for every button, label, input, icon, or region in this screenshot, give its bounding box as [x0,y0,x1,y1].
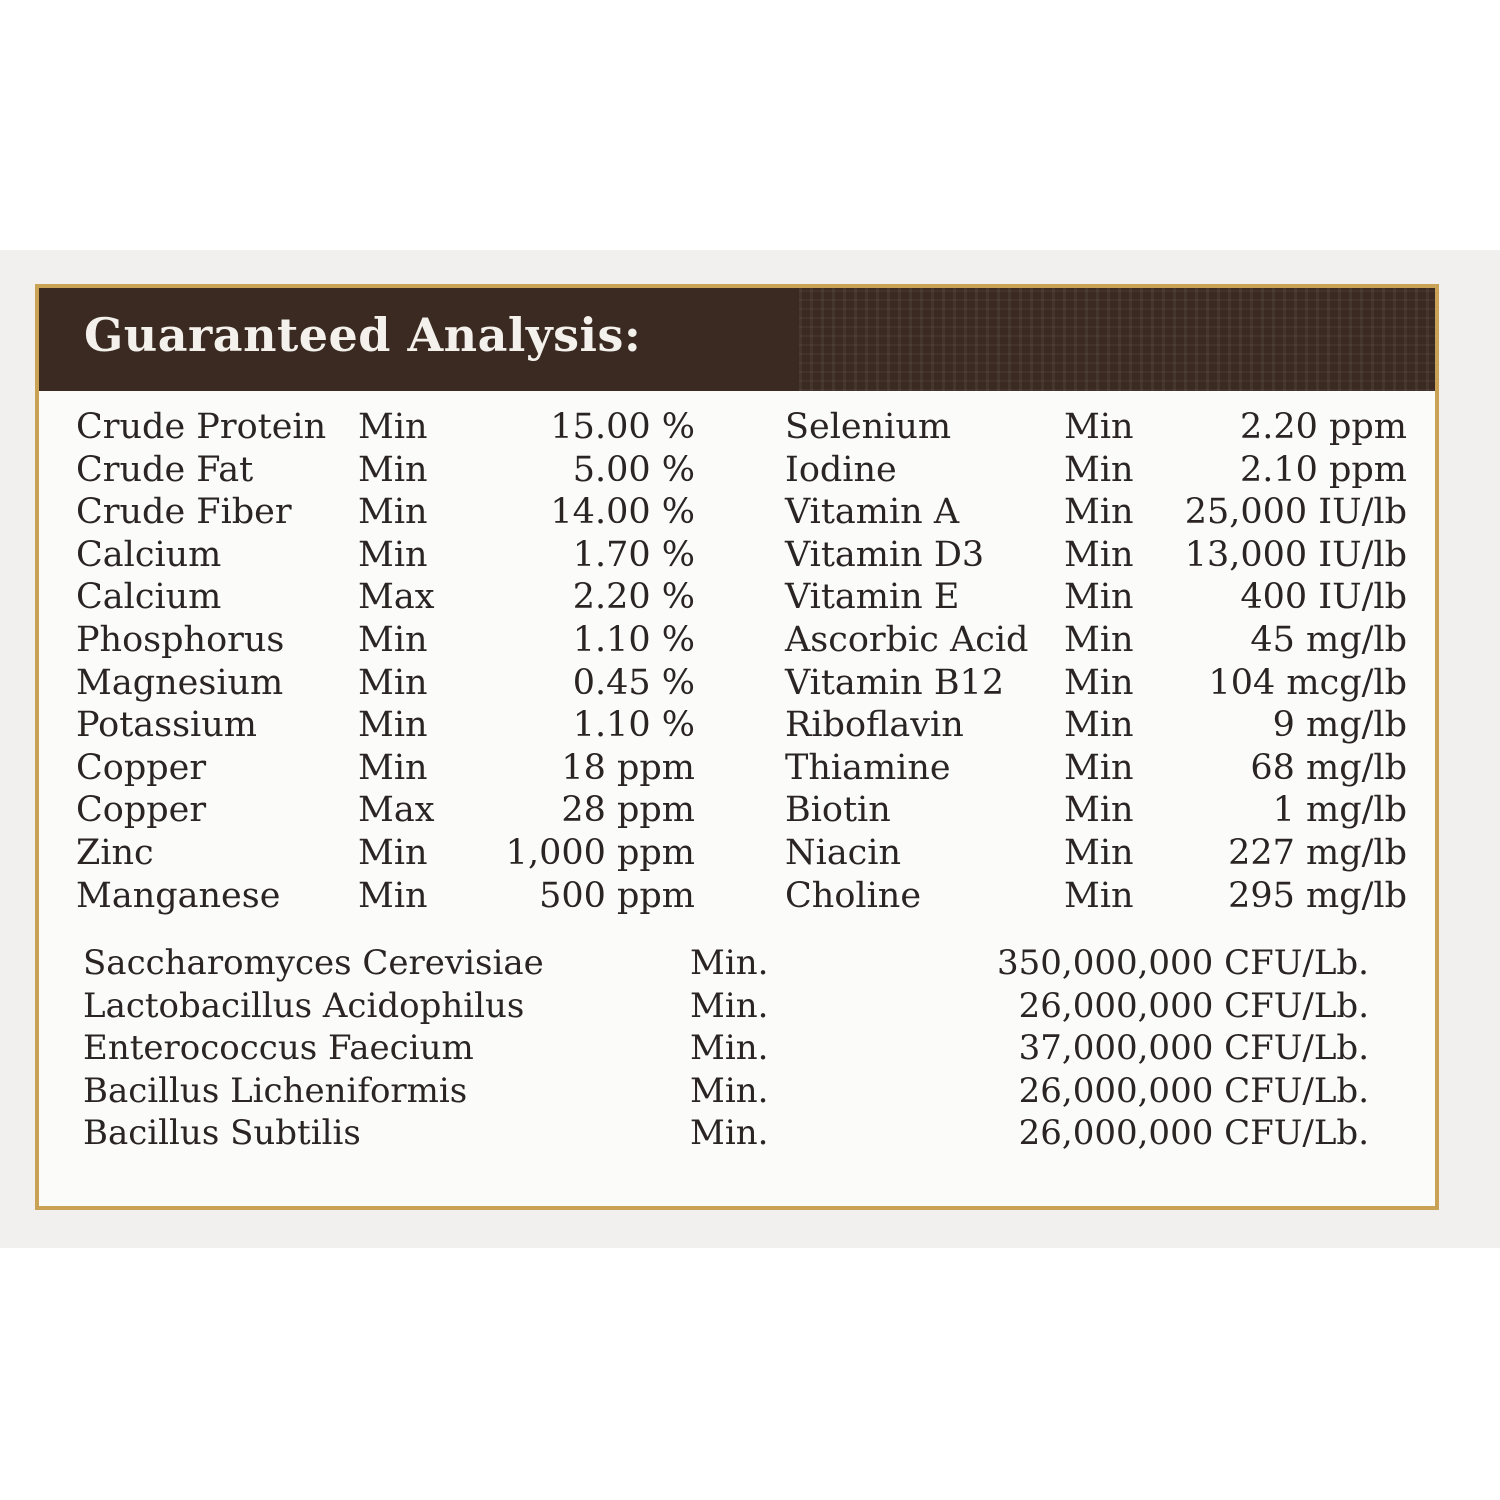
cfu-nutrient-name: Lactobacillus Acidophilus [83,985,525,1026]
left-nutrient-name: Zinc [76,833,154,873]
right-nutrient-name: Vitamin B12 [785,662,1005,703]
cfu-min-max: Min. [690,1113,769,1154]
right-nutrient-name: Riboflavin [785,705,964,746]
cfu-nutrient-name: Enterococcus Faecium [83,1028,474,1069]
right-amount: 400 IU/lb [1240,577,1407,618]
left-nutrient-name: Crude Protein [76,407,327,447]
left-amount: 18 ppm [561,747,695,788]
right-row [39,576,1435,619]
left-amount: 28 ppm [561,790,695,831]
cfu-amount: 26,000,000 CFU/Lb. [1018,1113,1369,1154]
left-amount: 5.00 % [572,449,695,490]
cfu-min-max: Min. [690,985,769,1026]
right-row [39,449,1435,492]
right-amount: 2.10 ppm [1239,449,1407,490]
left-amount: 1.70 % [572,534,695,575]
right-nutrient-name: Iodine [785,449,897,490]
left-min-max: Min [358,620,428,660]
left-amount: 1.10 % [572,620,695,660]
right-min-max: Min [1064,747,1134,788]
cfu-nutrient-name: Bacillus Subtilis [83,1113,361,1154]
left-nutrient-name: Phosphorus [76,620,285,660]
cfu-row [39,1070,1435,1113]
right-min-max: Min [1064,492,1134,533]
left-amount: 2.20 % [572,577,695,618]
left-amount: 1.10 % [572,705,695,746]
right-min-max: Min [1064,620,1134,660]
right-nutrient-name: Vitamin E [785,577,960,618]
left-nutrient-name: Magnesium [76,662,284,703]
right-row [39,704,1435,747]
left-min-max: Min [358,407,428,447]
cfu-min-max: Min. [690,1070,769,1111]
cfu-amount: 26,000,000 CFU/Lb. [1018,985,1369,1026]
right-amount: 9 mg/lb [1272,705,1407,746]
right-nutrient-name: Vitamin D3 [785,534,985,575]
cfu-nutrient-name: Bacillus Licheniformis [83,1070,468,1111]
right-min-max: Min [1064,534,1134,575]
left-nutrient-name: Manganese [76,875,281,916]
right-amount: 25,000 IU/lb [1184,492,1407,533]
right-row [39,875,1435,918]
left-min-max: Min [358,833,428,873]
right-min-max: Min [1064,407,1134,447]
right-min-max: Min [1064,833,1134,873]
right-row [39,534,1435,577]
cfu-row [39,942,1435,985]
left-nutrient-name: Crude Fat [76,449,254,490]
right-amount: 227 mg/lb [1228,833,1407,873]
right-amount: 13,000 IU/lb [1184,534,1407,575]
right-amount: 2.20 ppm [1239,407,1407,447]
cfu-amount: 26,000,000 CFU/Lb. [1018,1070,1369,1111]
right-nutrient-name: Niacin [785,833,902,873]
left-amount: 500 ppm [539,875,695,916]
left-nutrient-name: Potassium [76,705,257,746]
right-nutrient-name: Vitamin A [785,492,960,533]
right-nutrient-name: Selenium [785,407,952,447]
header-texture [799,288,1435,391]
right-min-max: Min [1064,875,1134,916]
right-row [39,832,1435,875]
right-nutrient-name: Thiamine [785,747,951,788]
right-row [39,662,1435,705]
right-row [39,747,1435,790]
cfu-min-max: Min. [690,1028,769,1069]
right-amount: 295 mg/lb [1228,875,1407,916]
right-amount: 104 mcg/lb [1208,662,1407,703]
right-nutrient-name: Biotin [785,790,891,831]
right-row [39,406,1435,449]
cfu-amount: 350,000,000 CFU/Lb. [997,943,1369,983]
right-amount: 45 mg/lb [1250,620,1407,660]
left-min-max: Max [358,790,435,831]
cfu-amount: 37,000,000 CFU/Lb. [1018,1028,1369,1069]
left-min-max: Min [358,534,428,575]
left-min-max: Min [358,662,428,703]
right-nutrient-name: Ascorbic Acid [785,620,1029,660]
right-min-max: Min [1064,705,1134,746]
cfu-row [39,1112,1435,1155]
left-amount: 0.45 % [572,662,695,703]
cfu-min-max: Min. [690,943,769,983]
left-nutrient-name: Copper [76,747,207,788]
right-min-max: Min [1064,577,1134,618]
right-row [39,619,1435,662]
left-nutrient-name: Copper [76,790,207,831]
panel-title: Guaranteed Analysis: [84,308,642,362]
left-min-max: Max [358,577,435,618]
cfu-nutrient-name: Saccharomyces Cerevisiae [83,943,544,983]
right-min-max: Min [1064,662,1134,703]
left-min-max: Min [358,705,428,746]
right-amount: 1 mg/lb [1272,790,1407,831]
guaranteed-analysis-panel [35,284,1439,1210]
left-nutrient-name: Calcium [76,534,222,575]
cfu-row [39,985,1435,1028]
right-row [39,789,1435,832]
right-row [39,491,1435,534]
left-min-max: Min [358,875,428,916]
left-min-max: Min [358,747,428,788]
left-nutrient-name: Calcium [76,577,222,618]
left-nutrient-name: Crude Fiber [76,492,292,533]
left-amount: 14.00 % [550,492,695,533]
right-min-max: Min [1064,790,1134,831]
left-amount: 15.00 % [550,407,695,447]
left-amount: 1,000 ppm [505,833,695,873]
right-amount: 68 mg/lb [1250,747,1407,788]
panel-header [39,288,1435,391]
right-nutrient-name: Choline [785,875,922,916]
left-min-max: Min [358,492,428,533]
cfu-row [39,1027,1435,1070]
right-min-max: Min [1064,449,1134,490]
left-min-max: Min [358,449,428,490]
